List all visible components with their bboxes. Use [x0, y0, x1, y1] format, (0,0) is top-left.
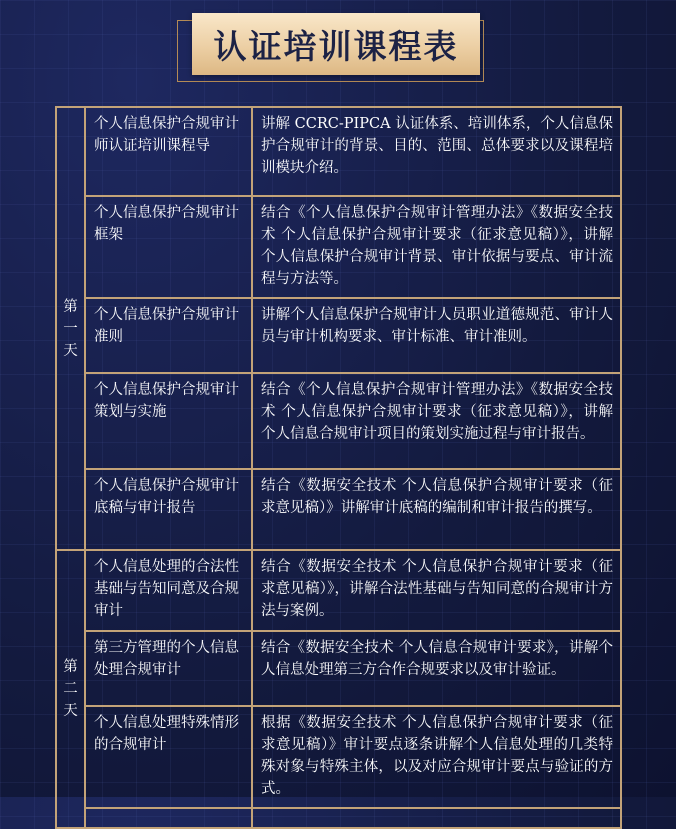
session-description: 结合《个人信息保护合规审计管理办法》《数据安全技术 个人信息保护合规审计要求（征求意见稿）》，讲解个人信息保护合规审计背景、审计依据与要点、审计流程与方法等。 [252, 196, 621, 298]
session-topic: 第三方管理的个人信息处理合规审计 [85, 631, 252, 706]
table-row [56, 373, 621, 469]
table-row [56, 107, 621, 196]
session-topic: 个人信息保护合规审计底稿与审计报告 [85, 469, 252, 550]
session-description: 讲解 CCRC-PIPCA 认证体系、培训体系，个人信息保护合规审计的背景、目的、范围、总体要求以及课程培训模块介绍。 [252, 107, 621, 196]
session-description: 结合《数据安全技术 个人信息保护合规审计要求（征求意见稿）》，讲解合法性基础与告知同意的合规审计方法与案例。 [252, 550, 621, 631]
empty-cell [85, 808, 252, 828]
table-row [56, 469, 621, 550]
table-row [56, 808, 621, 828]
session-description: 根据《数据安全技术 个人信息保护合规审计要求（征求意见稿）》审计要点逐条讲解个人信息处理的几类特殊对象与特殊主体，以及对应合规审计要点与验证的方式。 [252, 706, 621, 808]
course-schedule-table [55, 106, 622, 829]
session-description: 结合《个人信息保护合规审计管理办法》《数据安全技术 个人信息保护合规审计要求（征求意见稿）》，讲解个人信息合规审计项目的策划实施过程与审计报告。 [252, 373, 621, 469]
table-row [56, 631, 621, 706]
day-label-cell [56, 550, 85, 828]
session-description: 结合《数据安全技术 个人信息合规审计要求》，讲解个人信息处理第三方合作合规要求以及审计验证。 [252, 631, 621, 706]
day-label: 第一天 [63, 298, 78, 359]
session-description: 讲解个人信息保护合规审计人员职业道德规范、审计人员与审计机构要求、审计标准、审计准则。 [252, 298, 621, 373]
empty-cell [252, 808, 621, 828]
table-row [56, 196, 621, 298]
table-row [56, 706, 621, 808]
page-title: 认证培训课程表 [213, 26, 459, 66]
table-row [56, 298, 621, 373]
day-label: 第二天 [63, 659, 78, 719]
session-topic: 个人信息保护合规审计框架 [85, 196, 252, 298]
session-topic: 个人信息保护合规审计师认证培训课程导 [85, 107, 252, 196]
table-row [56, 550, 621, 631]
session-topic: 个人信息处理的合法性基础与告知同意及合规审计 [85, 550, 252, 631]
session-topic: 个人信息保护合规审计策划与实施 [85, 373, 252, 469]
session-description: 结合《数据安全技术 个人信息保护合规审计要求（征求意见稿）》讲解审计底稿的编制和审计报告的撰写。 [252, 469, 621, 550]
day-label-cell [56, 107, 85, 550]
title-banner [192, 13, 480, 75]
session-topic: 个人信息处理特殊情形的合规审计 [85, 706, 252, 808]
session-topic: 个人信息保护合规审计准则 [85, 298, 252, 373]
